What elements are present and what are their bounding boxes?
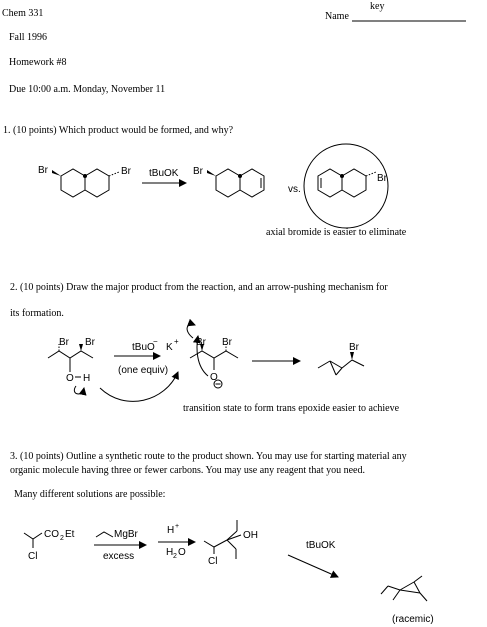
homework-number: Homework #8 <box>9 57 67 68</box>
course-title: Chem 331 <box>2 8 44 19</box>
q3-racemic: (racemic) <box>392 614 434 625</box>
q1-selected-answer-circle <box>304 144 388 228</box>
q2-counterion: K <box>166 342 173 353</box>
term: Fall 1996 <box>9 32 48 43</box>
q2-hydroxyl-h: H <box>83 373 91 384</box>
q1-versus: vs. <box>288 184 301 195</box>
q3-ester-subscript: 2 <box>60 535 64 542</box>
q3-acid: H <box>167 525 175 536</box>
q3-epoxide-product <box>381 576 434 625</box>
q1-reactant-br-right: Br <box>121 166 131 177</box>
q2-intermediate-br-2: Br <box>222 337 232 348</box>
name-label: Name <box>325 11 349 22</box>
q1-reactant-br-left: Br <box>38 165 48 176</box>
q2-reactant-br-2: Br <box>85 337 95 348</box>
q3-arrow-3 <box>288 555 338 577</box>
q1-product-b <box>318 169 388 197</box>
q3-tertiary-alcohol <box>204 520 258 567</box>
q2-prompt-line2: its formation. <box>10 308 64 319</box>
q3-excess: excess <box>103 551 135 562</box>
due-date: Due 10:00 a.m. Monday, November 11 <box>9 84 166 95</box>
svg-text:+: + <box>174 337 179 346</box>
q3-base: tBuOK <box>306 540 336 551</box>
q1-reagent: tBuOK <box>149 168 179 179</box>
ring-fusion-dot <box>83 174 87 178</box>
q3-water-subscript: 2 <box>173 553 177 560</box>
q2-explanation: transition state to form trans epoxide easier to achieve <box>183 403 400 414</box>
svg-text:−: − <box>153 337 158 346</box>
q3-alcohol-oh: OH <box>243 530 258 541</box>
q2-curved-arrow-br <box>187 324 195 338</box>
answer-key-mark: key <box>370 1 385 12</box>
q2-reactant-br-1: Br <box>59 337 69 348</box>
q2-product-br: Br <box>349 342 359 353</box>
q2-hydroxyl-o: O <box>66 373 74 384</box>
q3-alcohol-cl: Cl <box>208 556 218 567</box>
q1-product-a-br: Br <box>193 166 203 177</box>
q3-solutions-note: Many different solutions are possible: <box>14 489 166 500</box>
q1-product-a <box>193 166 264 197</box>
q3-prompt-line1: 3. (10 points) Outline a synthetic route to the product shown. You may use for starting material any <box>10 451 407 462</box>
q2-equiv: (one equiv) <box>118 365 169 376</box>
q3-starting-ester <box>24 529 75 562</box>
q3-prompt-line2: organic molecule having three or fewer carbons. You may use any reagent that you need. <box>10 465 365 476</box>
q3-ester-co: CO <box>44 529 59 540</box>
q2-epoxide-product <box>318 342 364 375</box>
q3-grignard: MgBr <box>114 529 138 540</box>
q2-reactant <box>48 337 96 394</box>
q2-alkoxide-o: O <box>210 372 218 383</box>
q3-water-h: H <box>166 547 174 558</box>
q2-reagent: tBuO <box>132 342 155 353</box>
q2-intermediate-br-1: Br <box>196 337 206 348</box>
q1-explanation: axial bromide is easier to eliminate <box>266 227 407 238</box>
q2-curved-arrow-base <box>100 372 178 401</box>
q1-prompt: 1. (10 points) Which product would be formed, and why? <box>3 125 234 136</box>
q3-ester-et: Et <box>65 529 75 540</box>
q2-prompt-line1: 2. (10 points) Draw the major product from the reaction, and an arrow-pushing mechanism for <box>10 282 388 293</box>
q3-ester-cl: Cl <box>28 551 38 562</box>
q2-curved-arrow-oh <box>74 386 84 394</box>
q2-alkoxide-intermediate <box>187 324 238 388</box>
q1-reactant-decalin <box>38 165 132 197</box>
q1-product-b-br: Br <box>377 173 387 184</box>
q3-water-o: O <box>178 547 186 558</box>
svg-text:+: + <box>175 523 180 530</box>
q3-grignard-ethyl <box>96 532 113 537</box>
